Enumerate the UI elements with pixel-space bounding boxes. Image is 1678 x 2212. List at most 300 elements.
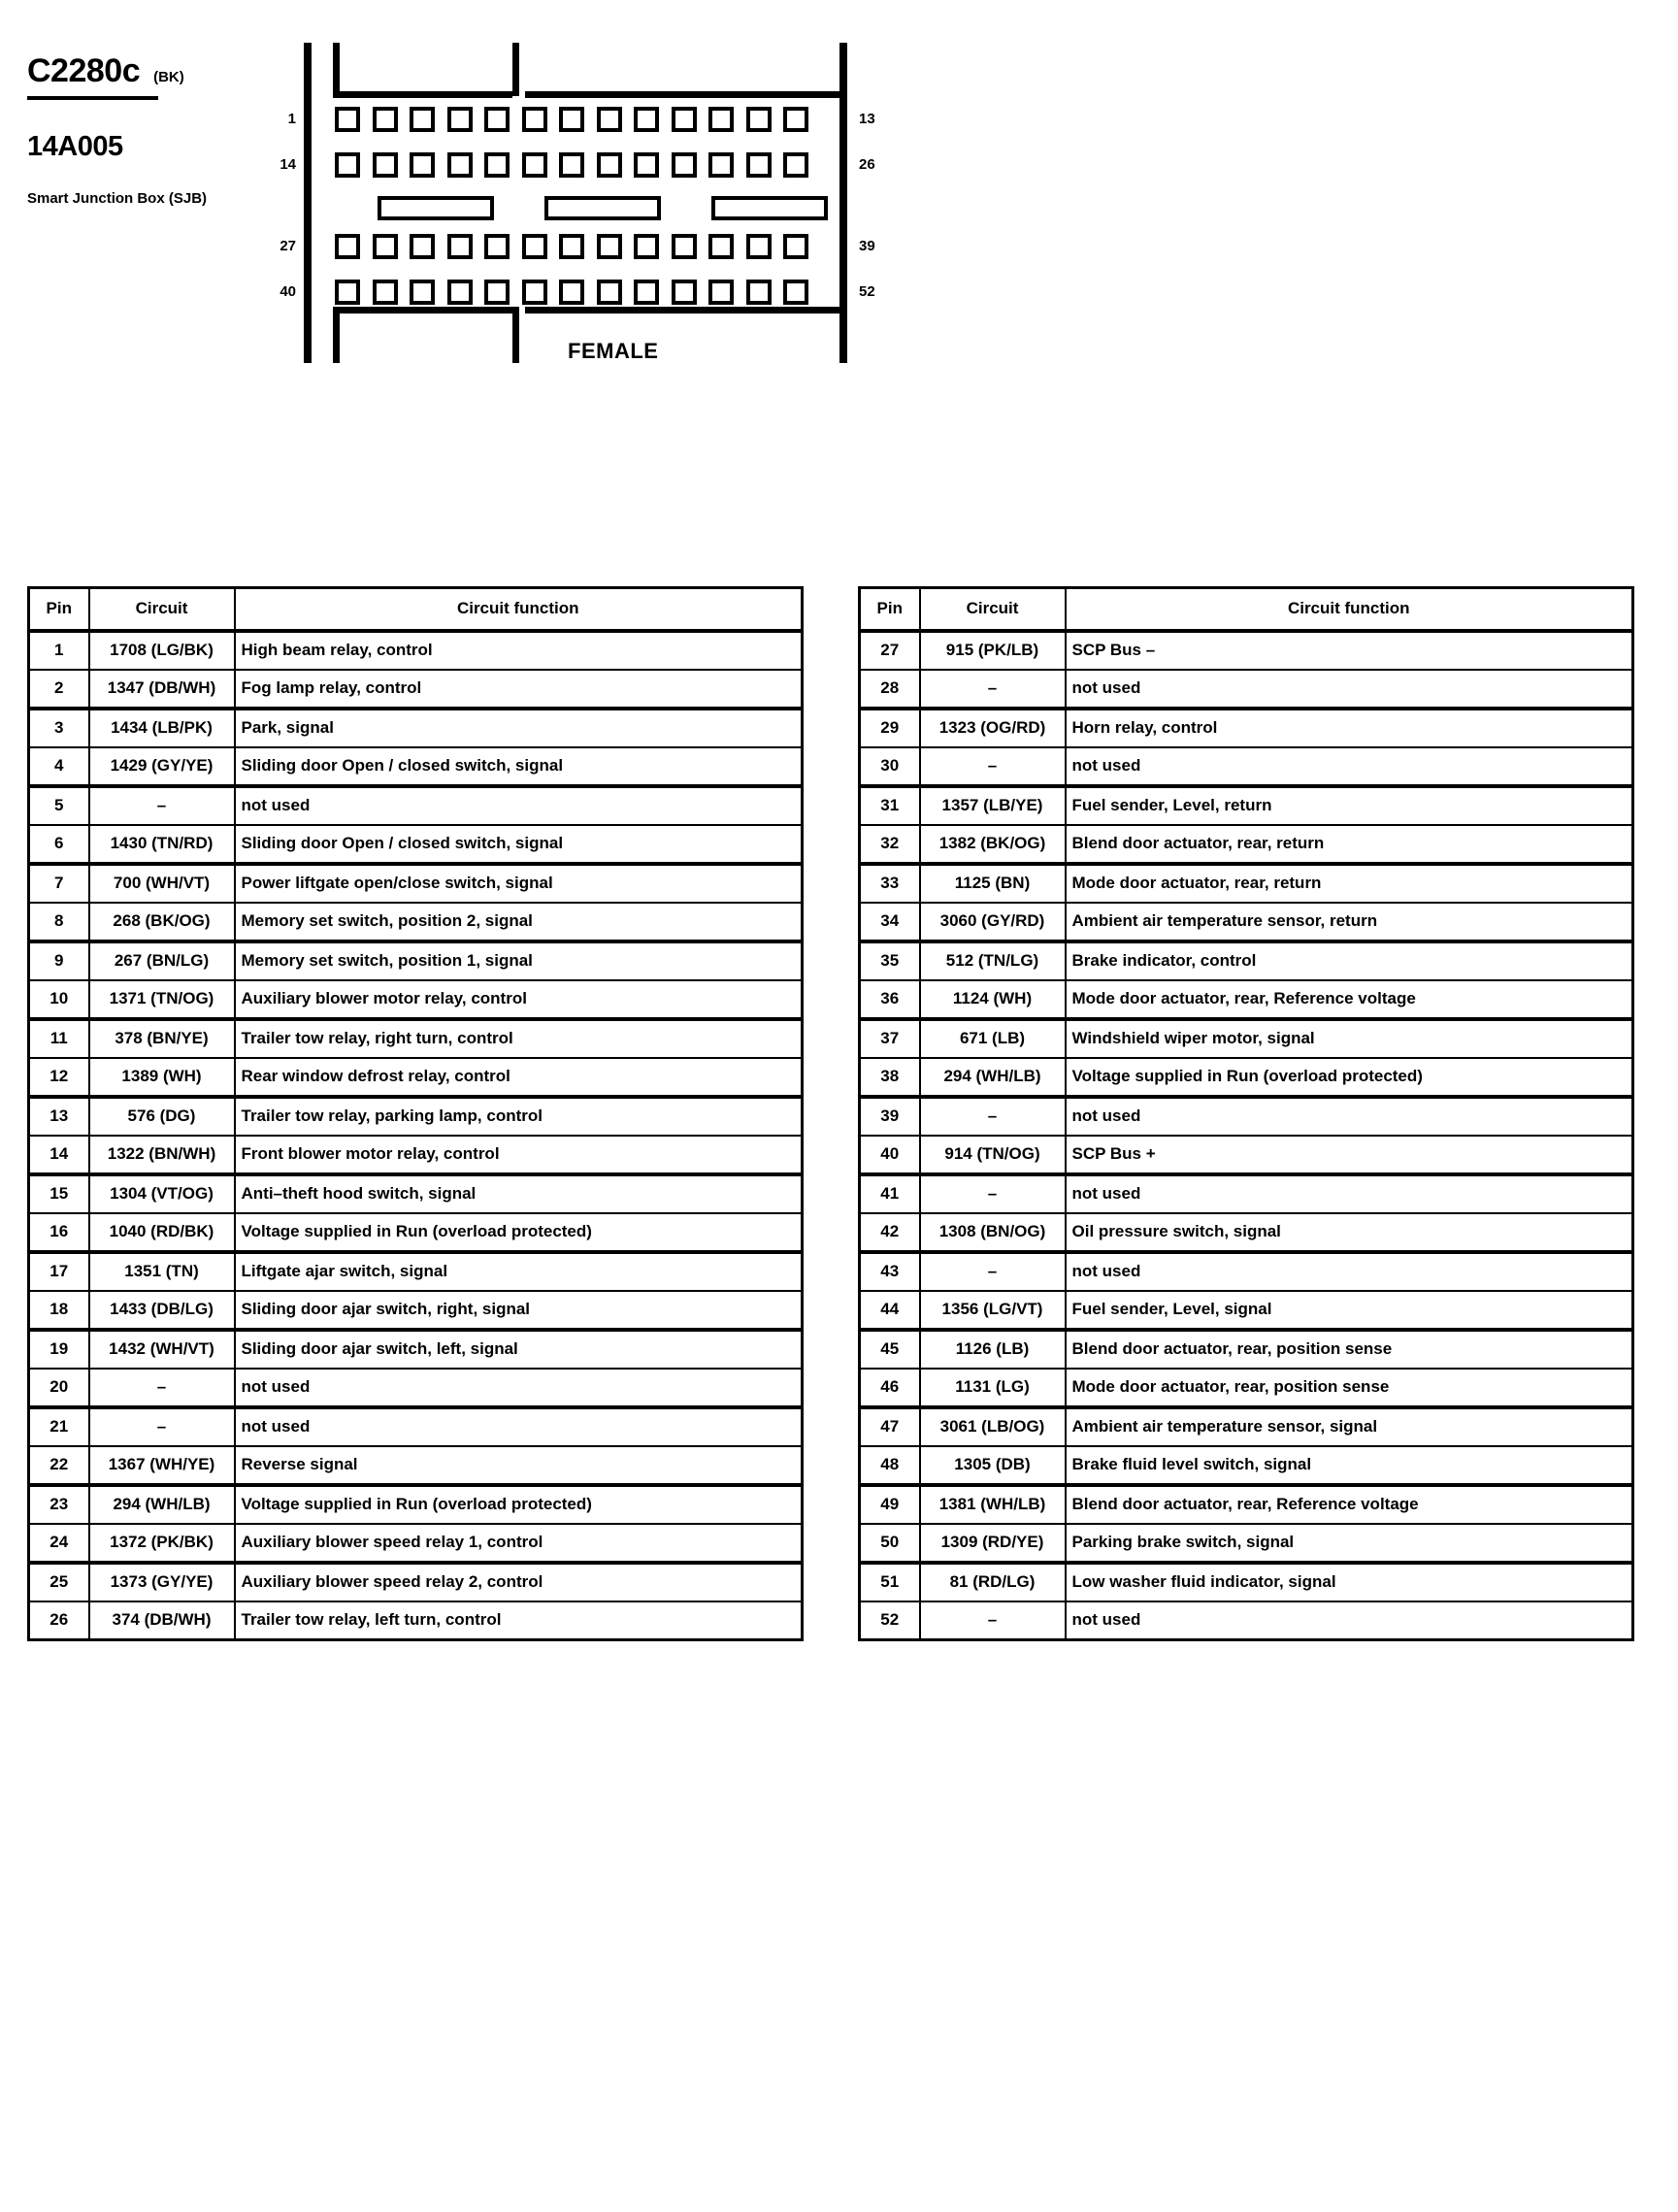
connector-pin-cell [708,152,734,178]
cell-pin: 4 [29,747,89,786]
cell-circuit-function: Fog lamp relay, control [235,670,803,709]
cell-circuit-function: not used [1066,1097,1633,1136]
cell-circuit-function: Power liftgate open/close switch, signal [235,864,803,903]
cell-pin: 36 [860,980,920,1019]
cell-circuit-function: Sliding door ajar switch, right, signal [235,1291,803,1330]
pin-row-label-end-1: 13 [859,111,875,127]
connector-pin-cell [746,152,772,178]
table-row [860,825,1633,864]
cell-circuit: 1124 (WH) [920,980,1066,1019]
connector-id-row [27,54,280,87]
connector-pin-cell [447,280,473,305]
cell-circuit-function: SCP Bus + [1066,1136,1633,1174]
cell-circuit: 1356 (LG/VT) [920,1291,1066,1330]
connector-pin-cell [335,234,360,259]
table-row [29,631,803,670]
cell-pin: 30 [860,747,920,786]
table-row [29,1485,803,1524]
cell-pin: 18 [29,1291,89,1330]
table-row [860,903,1633,941]
cell-circuit-function: Ambient air temperature sensor, signal [1066,1407,1633,1446]
cell-pin: 1 [29,631,89,670]
cell-circuit-function: not used [235,1407,803,1446]
cell-circuit: 1429 (GY/YE) [89,747,235,786]
table-row [860,1524,1633,1563]
cell-pin: 24 [29,1524,89,1563]
cell-pin: 16 [29,1213,89,1252]
cell-pin: 17 [29,1252,89,1291]
cell-circuit-function: Mode door actuator, rear, Reference voltage [1066,980,1633,1019]
table-row [860,941,1633,980]
cell-circuit: 1305 (DB) [920,1446,1066,1485]
cell-pin: 19 [29,1330,89,1369]
cell-circuit-function: Parking brake switch, signal [1066,1524,1633,1563]
cell-circuit: 1125 (BN) [920,864,1066,903]
cell-circuit-function: not used [1066,670,1633,709]
cell-pin: 8 [29,903,89,941]
cell-circuit: 1381 (WH/LB) [920,1485,1066,1524]
cell-circuit-function: Windshield wiper motor, signal [1066,1019,1633,1058]
cell-pin: 6 [29,825,89,864]
connector-color-code: (BK) [153,69,184,85]
connector-slot-2 [544,196,661,220]
table-row [29,1136,803,1174]
cell-circuit: 1040 (RD/BK) [89,1213,235,1252]
cell-circuit: 1351 (TN) [89,1252,235,1291]
cell-circuit: 378 (BN/YE) [89,1019,235,1058]
table-row [29,1097,803,1136]
connector-pin-cell [335,152,360,178]
table-row [29,1174,803,1213]
table-row [860,1097,1633,1136]
connector-pin-cell [559,280,584,305]
table-row [860,670,1633,709]
cell-circuit-function: Sliding door ajar switch, left, signal [235,1330,803,1369]
table-row [29,1407,803,1446]
table-row [860,1485,1633,1524]
connector-pin-cell [447,152,473,178]
table-row [29,980,803,1019]
cell-pin: 40 [860,1136,920,1174]
cell-circuit: 268 (BK/OG) [89,903,235,941]
connector-shell [280,43,875,363]
cell-circuit: 294 (WH/LB) [89,1485,235,1524]
pin-row-label-start-2: 14 [280,156,296,173]
table-row [29,1524,803,1563]
cell-circuit-function: SCP Bus – [1066,631,1633,670]
connector-pin-cell [559,152,584,178]
connector-pin-cell [783,107,808,132]
table-row [29,1601,803,1640]
connector-pin-cell [447,107,473,132]
table-row [860,1252,1633,1291]
cell-pin: 12 [29,1058,89,1097]
table-row [860,1213,1633,1252]
connector-pin-cell [783,280,808,305]
pin-row-label-end-4: 52 [859,283,875,300]
cell-circuit: 1372 (PK/BK) [89,1524,235,1563]
cell-circuit-function: Blend door actuator, rear, Reference voltage [1066,1485,1633,1524]
connector-pin-cell [597,152,622,178]
connector-pin-cell [410,152,435,178]
connector-pin-cell [746,280,772,305]
connector-pin-row-2 [335,152,808,178]
left-pin-table [27,586,804,1641]
cell-circuit: 1308 (BN/OG) [920,1213,1066,1252]
header-function: Circuit function [235,588,803,631]
cell-circuit-function: Anti–theft hood switch, signal [235,1174,803,1213]
right-pin-table-body [860,631,1633,1640]
table-row [29,1330,803,1369]
table-row [860,980,1633,1019]
table-row [860,864,1633,903]
cell-circuit-function: Horn relay, control [1066,709,1633,747]
connector-pin-cell [783,234,808,259]
cell-pin: 26 [29,1601,89,1640]
pin-row-label-start-3: 27 [280,238,296,254]
cell-pin: 11 [29,1019,89,1058]
cell-circuit: 1708 (LG/BK) [89,631,235,670]
cell-circuit-function: Liftgate ajar switch, signal [235,1252,803,1291]
cell-pin: 49 [860,1485,920,1524]
cell-circuit: 1433 (DB/LG) [89,1291,235,1330]
cell-circuit: 1357 (LB/YE) [920,786,1066,825]
connector-header-block [27,54,280,210]
cell-circuit: – [89,786,235,825]
connector-pin-cell [373,107,398,132]
cell-pin: 28 [860,670,920,709]
cell-circuit-function: Front blower motor relay, control [235,1136,803,1174]
cell-pin: 42 [860,1213,920,1252]
cell-pin: 3 [29,709,89,747]
connector-pin-cell [634,280,659,305]
cell-circuit: 267 (BN/LG) [89,941,235,980]
cell-pin: 20 [29,1369,89,1407]
table-row [29,1369,803,1407]
table-row [860,1407,1633,1446]
connector-pin-cell [597,234,622,259]
cell-circuit: 1304 (VT/OG) [89,1174,235,1213]
cell-pin: 9 [29,941,89,980]
connector-pin-cell [746,107,772,132]
cell-circuit: 294 (WH/LB) [920,1058,1066,1097]
cell-circuit-function: Low washer fluid indicator, signal [1066,1563,1633,1601]
cell-circuit: 1430 (TN/RD) [89,825,235,864]
cell-circuit: 1347 (DB/WH) [89,670,235,709]
connector-pin-cell [447,234,473,259]
connector-pin-cell [522,234,547,259]
connector-pin-cell [672,107,697,132]
connector-pin-cell [522,152,547,178]
cell-pin: 35 [860,941,920,980]
table-row [29,1213,803,1252]
cell-circuit: 1434 (LB/PK) [89,709,235,747]
table-row [29,709,803,747]
cell-circuit: 1322 (BN/WH) [89,1136,235,1174]
table-row [29,864,803,903]
cell-pin: 39 [860,1097,920,1136]
pin-row-label-end-3: 39 [859,238,875,254]
header-circuit: Circuit [89,588,235,631]
cell-circuit-function: Blend door actuator, rear, return [1066,825,1633,864]
cell-circuit-function: not used [1066,747,1633,786]
cell-circuit: 1126 (LB) [920,1330,1066,1369]
cell-pin: 48 [860,1446,920,1485]
connector-pin-cell [373,280,398,305]
connector-pin-cell [484,280,510,305]
table-header-row [29,588,803,631]
cell-circuit-function: not used [1066,1252,1633,1291]
cell-circuit: 1373 (GY/YE) [89,1563,235,1601]
cell-pin: 50 [860,1524,920,1563]
connector-pin-cell [335,280,360,305]
cell-circuit: – [920,1601,1066,1640]
part-number: 14A005 [27,131,123,162]
cell-circuit: 374 (DB/WH) [89,1601,235,1640]
table-row [29,1563,803,1601]
cell-pin: 32 [860,825,920,864]
connector-slot-1 [378,196,494,220]
connector-pin-cell [410,280,435,305]
cell-circuit: 1309 (RD/YE) [920,1524,1066,1563]
cell-circuit-function: Park, signal [235,709,803,747]
connector-pin-cell [708,107,734,132]
cell-circuit-function: Blend door actuator, rear, position sense [1066,1330,1633,1369]
connector-top-notch-middle [512,43,519,96]
left-pin-table-body [29,631,803,1640]
cell-circuit-function: Memory set switch, position 2, signal [235,903,803,941]
cell-pin: 37 [860,1019,920,1058]
cell-circuit-function: not used [235,1369,803,1407]
cell-pin: 38 [860,1058,920,1097]
table-row [29,1446,803,1485]
connector-pin-cell [335,107,360,132]
cell-circuit-function: Rear window defrost relay, control [235,1058,803,1097]
connector-pin-cell [522,107,547,132]
cell-circuit: – [920,1252,1066,1291]
cell-circuit-function: not used [235,786,803,825]
pin-row-label-end-2: 26 [859,156,875,173]
cell-circuit: – [89,1407,235,1446]
cell-circuit-function: Auxiliary blower speed relay 2, control [235,1563,803,1601]
cell-circuit-function: Memory set switch, position 1, signal [235,941,803,980]
table-row [29,747,803,786]
connector-pin-cell [634,152,659,178]
cell-circuit-function: Voltage supplied in Run (overload protected) [235,1485,803,1524]
cell-pin: 22 [29,1446,89,1485]
header-function: Circuit function [1066,588,1633,631]
table-header-row [860,588,1633,631]
cell-pin: 13 [29,1097,89,1136]
cell-pin: 10 [29,980,89,1019]
cell-circuit: 1323 (OG/RD) [920,709,1066,747]
cell-pin: 43 [860,1252,920,1291]
table-row [860,1136,1633,1174]
connector-pin-cell [634,107,659,132]
cell-circuit-function: Sliding door Open / closed switch, signal [235,747,803,786]
cell-circuit-function: Sliding door Open / closed switch, signal [235,825,803,864]
cell-circuit: 1131 (LG) [920,1369,1066,1407]
connector-left-wall [304,43,312,363]
connector-pin-cell [484,107,510,132]
cell-circuit: 512 (TN/LG) [920,941,1066,980]
cell-pin: 31 [860,786,920,825]
cell-circuit-function: Auxiliary blower motor relay, control [235,980,803,1019]
cell-pin: 46 [860,1369,920,1407]
connector-pin-cell [672,234,697,259]
cell-circuit: – [920,747,1066,786]
cell-circuit-function: not used [1066,1601,1633,1640]
header-pin: Pin [860,588,920,631]
table-row [29,786,803,825]
cell-pin: 33 [860,864,920,903]
connector-pin-cell [708,280,734,305]
cell-pin: 25 [29,1563,89,1601]
connector-pin-cell [634,234,659,259]
cell-pin: 5 [29,786,89,825]
cell-circuit-function: Voltage supplied in Run (overload protected) [1066,1058,1633,1097]
cell-circuit: – [920,1097,1066,1136]
cell-circuit: – [920,1174,1066,1213]
cell-circuit: 576 (DG) [89,1097,235,1136]
cell-circuit-function: Fuel sender, Level, return [1066,786,1633,825]
table-row [860,1291,1633,1330]
cell-circuit-function: High beam relay, control [235,631,803,670]
cell-circuit: 1382 (BK/OG) [920,825,1066,864]
cell-circuit-function: Ambient air temperature sensor, return [1066,903,1633,941]
cell-circuit: – [89,1369,235,1407]
table-row [29,941,803,980]
left-pin-table-container [27,586,804,1641]
connector-pin-cell [559,234,584,259]
connector-pin-cell [672,280,697,305]
table-row [860,786,1633,825]
cell-pin: 41 [860,1174,920,1213]
table-row [29,1252,803,1291]
cell-circuit: 914 (TN/OG) [920,1136,1066,1174]
cell-circuit-function: Voltage supplied in Run (overload protected) [235,1213,803,1252]
connector-pin-cell [522,280,547,305]
cell-pin: 21 [29,1407,89,1446]
cell-circuit-function: Trailer tow relay, parking lamp, control [235,1097,803,1136]
cell-pin: 51 [860,1563,920,1601]
connector-bottom-bar-right [525,307,839,314]
connector-top-notch-left [333,43,340,96]
cell-circuit: 81 (RD/LG) [920,1563,1066,1601]
cell-circuit: 1371 (TN/OG) [89,980,235,1019]
right-pin-table [858,586,1634,1641]
connector-bottom-notch-left [333,307,340,363]
cell-circuit-function: Mode door actuator, rear, position sense [1066,1369,1633,1407]
table-row [860,709,1633,747]
cell-pin: 52 [860,1601,920,1640]
right-pin-table-container [858,586,1634,1641]
table-row [860,1330,1633,1369]
table-row [860,1369,1633,1407]
cell-pin: 7 [29,864,89,903]
connector-diagram [280,43,1269,373]
pin-row-label-start-4: 40 [280,283,296,300]
connector-pin-cell [484,234,510,259]
pin-row-label-start-1: 1 [287,111,296,127]
connector-pin-cell [708,234,734,259]
table-row [29,903,803,941]
cell-circuit: 1367 (WH/YE) [89,1446,235,1485]
table-row [860,1019,1633,1058]
connector-pin-cell [484,152,510,178]
connector-pin-cell [373,152,398,178]
connector-bottom-notch-middle [512,307,519,363]
cell-pin: 45 [860,1330,920,1369]
connector-pin-cell [783,152,808,178]
cell-circuit: 671 (LB) [920,1019,1066,1058]
connector-top-bar-right [525,91,839,98]
cell-pin: 47 [860,1407,920,1446]
connector-id: C2280c [27,52,141,89]
table-row [860,1563,1633,1601]
connector-pin-cell [410,234,435,259]
connector-pin-cell [597,280,622,305]
cell-circuit: 1432 (WH/VT) [89,1330,235,1369]
connector-pin-cell [597,107,622,132]
cell-circuit-function: Oil pressure switch, signal [1066,1213,1633,1252]
table-row [860,1601,1633,1640]
cell-circuit: 700 (WH/VT) [89,864,235,903]
cell-circuit-function: Trailer tow relay, right turn, control [235,1019,803,1058]
connector-pin-cell [410,107,435,132]
component-name: Smart Junction Box (SJB) [27,190,208,207]
cell-pin: 14 [29,1136,89,1174]
cell-pin: 15 [29,1174,89,1213]
connector-pin-row-3 [335,234,808,259]
connector-right-wall [839,43,847,363]
connector-slot-3 [711,196,828,220]
table-row [860,1446,1633,1485]
table-row [29,1291,803,1330]
connector-pin-cell [746,234,772,259]
cell-pin: 29 [860,709,920,747]
table-row [29,1019,803,1058]
cell-circuit-function: Trailer tow relay, left turn, control [235,1601,803,1640]
table-row [860,1174,1633,1213]
table-row [860,1058,1633,1097]
cell-circuit-function: Brake indicator, control [1066,941,1633,980]
connector-slot-row [335,196,820,221]
connector-pin-cell [373,234,398,259]
connector-gender-label: FEMALE [568,339,659,363]
cell-pin: 2 [29,670,89,709]
cell-circuit: 3061 (LB/OG) [920,1407,1066,1446]
connector-pin-cell [559,107,584,132]
connector-top-bar-left [333,91,512,98]
header-pin: Pin [29,588,89,631]
header-circuit: Circuit [920,588,1066,631]
cell-circuit: 915 (PK/LB) [920,631,1066,670]
cell-circuit-function: Brake fluid level switch, signal [1066,1446,1633,1485]
table-row [29,825,803,864]
cell-circuit-function: not used [1066,1174,1633,1213]
table-row [860,747,1633,786]
cell-circuit: 1389 (WH) [89,1058,235,1097]
table-row [860,631,1633,670]
connector-pin-cell [672,152,697,178]
cell-circuit: 3060 (GY/RD) [920,903,1066,941]
cell-circuit-function: Auxiliary blower speed relay 1, control [235,1524,803,1563]
cell-pin: 34 [860,903,920,941]
cell-pin: 44 [860,1291,920,1330]
connector-pin-row-1 [335,107,808,132]
table-row [29,1058,803,1097]
